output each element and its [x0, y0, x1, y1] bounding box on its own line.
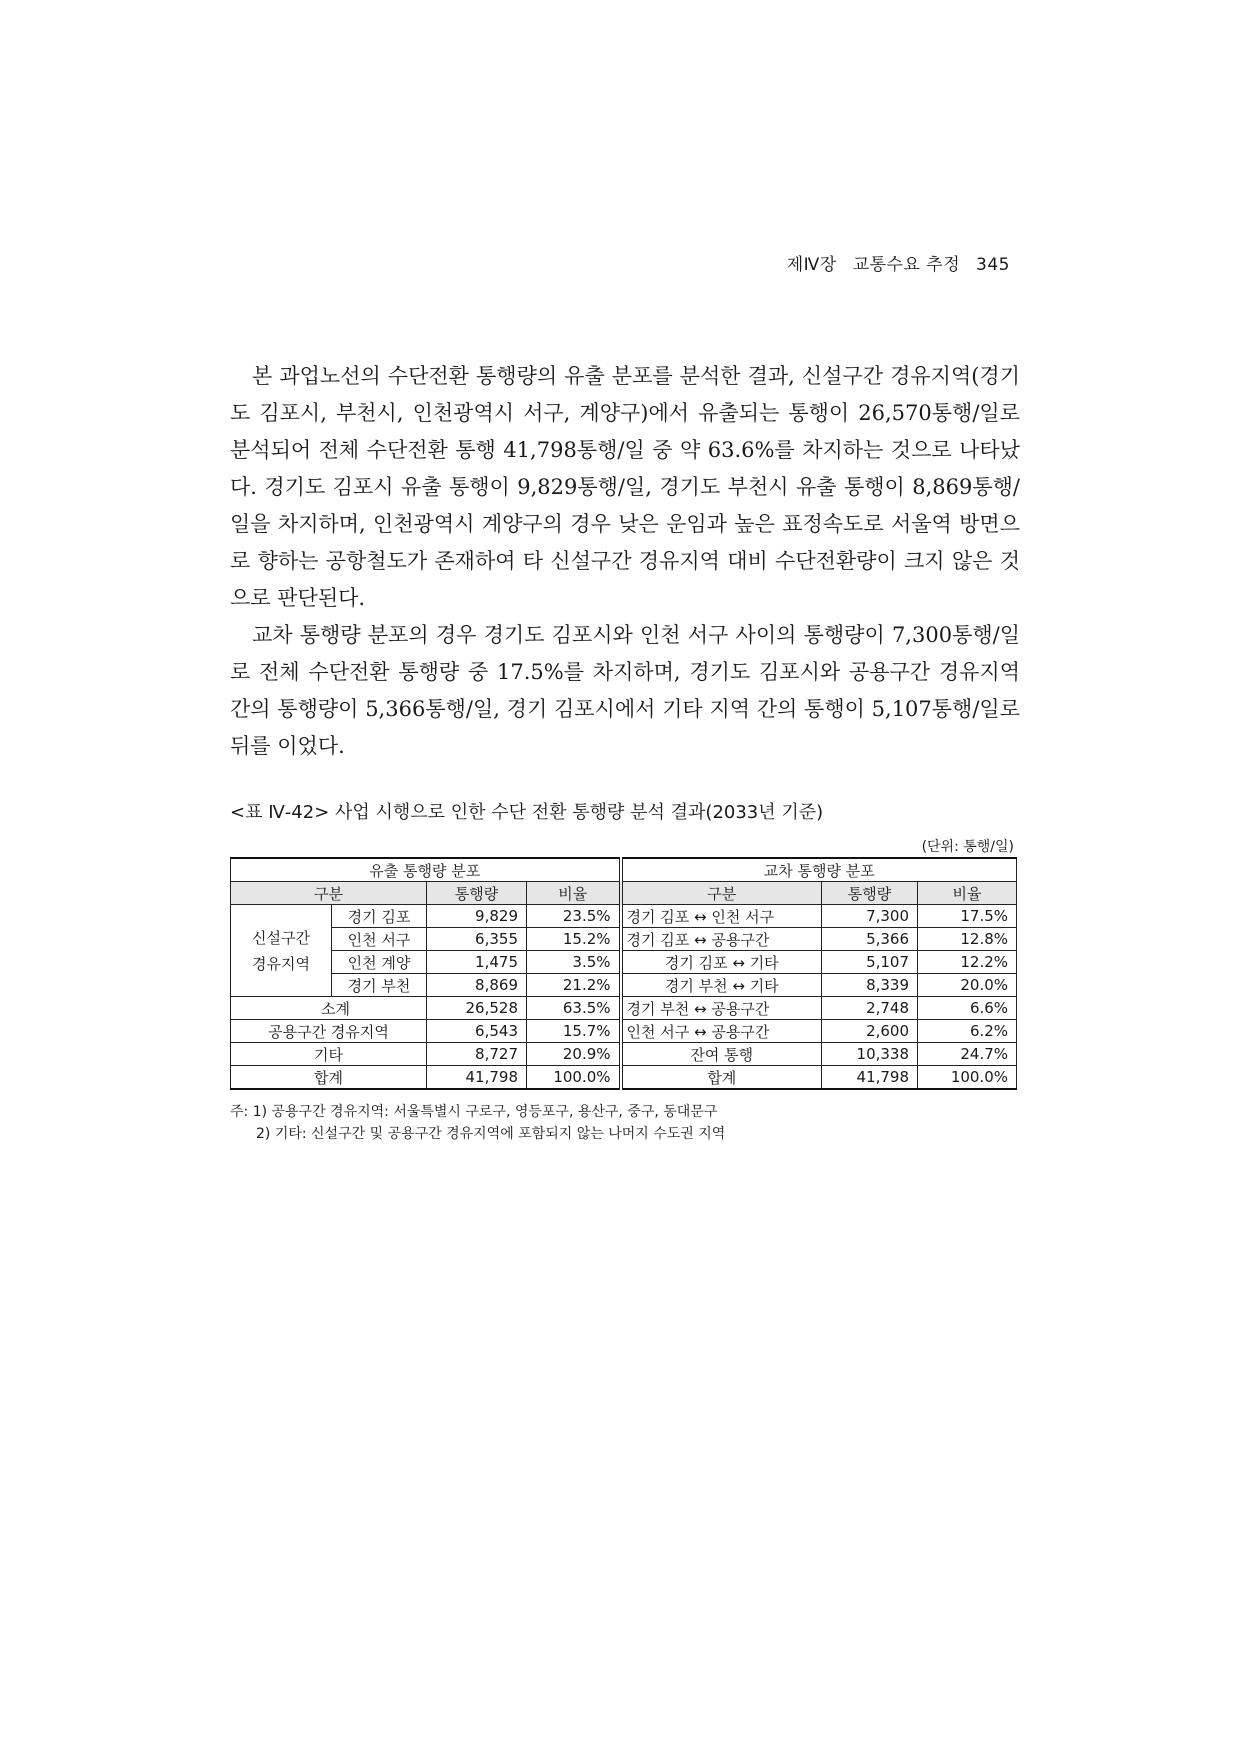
row-name: 경기 김포 ↔ 공용구간 — [621, 928, 822, 951]
row-volume: 26,528 — [427, 997, 527, 1020]
row-volume: 5,366 — [822, 928, 918, 951]
group-label-line: 신설구간 — [252, 928, 310, 947]
table-row — [231, 997, 1017, 1020]
group-label — [231, 905, 332, 997]
row-volume: 2,600 — [822, 1020, 918, 1043]
row-volume: 5,107 — [822, 951, 918, 974]
row-volume: 8,727 — [427, 1043, 527, 1066]
table-row — [231, 974, 1017, 997]
row-ratio: 23.5% — [527, 905, 621, 928]
row-ratio: 20.0% — [918, 974, 1017, 997]
row-volume: 6,355 — [427, 928, 527, 951]
table-row — [231, 1020, 1017, 1043]
right-section-title: 교차 통행량 분포 — [621, 858, 1017, 882]
row-volume: 8,869 — [427, 974, 527, 997]
table-note: 2) 기타: 신설구간 및 공용구간 경유지역에 포함되지 않는 나머지 수도권 지역 — [256, 1126, 726, 1142]
row-volume: 6,543 — [427, 1020, 527, 1043]
row-name: 기타 — [231, 1043, 427, 1066]
page-number: 345 — [976, 255, 1010, 275]
table-row — [231, 928, 1017, 951]
table-notes — [230, 1101, 725, 1145]
row-ratio: 21.2% — [527, 974, 621, 997]
row-name: 잔여 통행 — [621, 1043, 822, 1066]
row-ratio: 100.0% — [527, 1066, 621, 1090]
row-ratio: 12.2% — [918, 951, 1017, 974]
row-ratio: 100.0% — [918, 1066, 1017, 1090]
row-name: 경기 김포 — [332, 905, 427, 928]
table-unit: (단위: 통행/일) — [921, 839, 1014, 855]
row-ratio: 15.2% — [527, 928, 621, 951]
table-note: 주: 1) 공용구간 경유지역: 서울특별시 구로구, 영등포구, 용산구, 중구, 동대문구 — [230, 1104, 718, 1120]
row-name: 인천 서구 ↔ 공용구간 — [621, 1020, 822, 1043]
row-ratio: 24.7% — [918, 1043, 1017, 1066]
row-volume: 41,798 — [427, 1066, 527, 1090]
row-ratio: 17.5% — [918, 905, 1017, 928]
chapter-label: 제Ⅳ장 — [786, 255, 837, 275]
row-volume: 41,798 — [822, 1066, 918, 1090]
table-row — [231, 1066, 1017, 1090]
row-name: 경기 김포 ↔ 인천 서구 — [621, 905, 822, 928]
mode-shift-table — [230, 857, 1017, 1090]
row-volume: 10,338 — [822, 1043, 918, 1066]
group-label-line: 경유지역 — [252, 954, 310, 973]
row-name: 경기 부천 ↔ 공용구간 — [621, 997, 822, 1020]
table-caption: <표 Ⅳ-42> 사업 시행으로 인한 수단 전환 통행량 분석 결과(2033년 기준) — [230, 802, 824, 823]
table-row — [231, 1043, 1017, 1066]
row-name: 경기 부천 — [332, 974, 427, 997]
row-ratio: 12.8% — [918, 928, 1017, 951]
row-name: 합계 — [231, 1066, 427, 1090]
table-row — [231, 951, 1017, 974]
row-ratio: 20.9% — [527, 1043, 621, 1066]
chapter-title: 교통수요 추정 — [852, 255, 961, 275]
row-ratio: 63.5% — [527, 997, 621, 1020]
row-name: 소계 — [231, 997, 427, 1020]
row-name: 경기 부천 ↔ 기타 — [621, 974, 822, 997]
row-name: 공용구간 경유지역 — [231, 1020, 427, 1043]
row-name: 경기 김포 ↔ 기타 — [621, 951, 822, 974]
row-ratio: 6.2% — [918, 1020, 1017, 1043]
row-ratio: 6.6% — [918, 997, 1017, 1020]
row-volume: 8,339 — [822, 974, 918, 997]
row-name: 합계 — [621, 1066, 822, 1090]
col-header-category: 구분 — [231, 882, 427, 905]
col-header-ratio: 비율 — [918, 882, 1017, 905]
left-section-title: 유출 통행량 분포 — [231, 858, 621, 882]
body-text — [230, 358, 1020, 765]
paragraph: 교차 통행량 분포의 경우 경기도 김포시와 인천 서구 사이의 통행량이 7,300통행/일로 전체 수단전환 통행량 중 17.5%를 차지하며, 경기도 김포시와 공용구간 경유지역 간의 통행량이 5,366통행/일, 경기 김포시에서 기타 지역 간의 통행이 5,107통행/일로 뒤를 이었다. — [230, 623, 1020, 758]
row-ratio: 15.7% — [527, 1020, 621, 1043]
paragraph: 본 과업노선의 수단전환 통행량의 유출 분포를 분석한 결과, 신설구간 경유지역(경기도 김포시, 부천시, 인천광역시 서구, 계양구)에서 유출되는 통행이 26,570통행/일로 분석되어 전체 수단전환 통행 41,798통행/일 중 약 63.6%를 차지하는 것으로 나타났다. 경기도 김포시 유출 통행이 9,829통행/일, 경기도 부천시 유출 통행이 8,869통행/일을 차지하며, 인천광역시 계양구의 경우 낮은 운임과 높은 표정속도로 서울역 방면으로 향하는 공항철도가 존재하여 타 신설구간 경유지역 대비 수단전환량이 크지 않은 것으로 판단된다. — [230, 364, 1020, 610]
col-header-ratio: 비율 — [527, 882, 621, 905]
row-name: 인천 서구 — [332, 928, 427, 951]
col-header-volume: 통행량 — [822, 882, 918, 905]
running-header — [777, 250, 1010, 275]
row-volume: 7,300 — [822, 905, 918, 928]
row-name: 인천 계양 — [332, 951, 427, 974]
row-ratio: 3.5% — [527, 951, 621, 974]
col-header-category: 구분 — [621, 882, 822, 905]
row-volume: 9,829 — [427, 905, 527, 928]
row-volume: 1,475 — [427, 951, 527, 974]
col-header-volume: 통행량 — [427, 882, 527, 905]
table-row — [231, 905, 1017, 928]
row-volume: 2,748 — [822, 997, 918, 1020]
